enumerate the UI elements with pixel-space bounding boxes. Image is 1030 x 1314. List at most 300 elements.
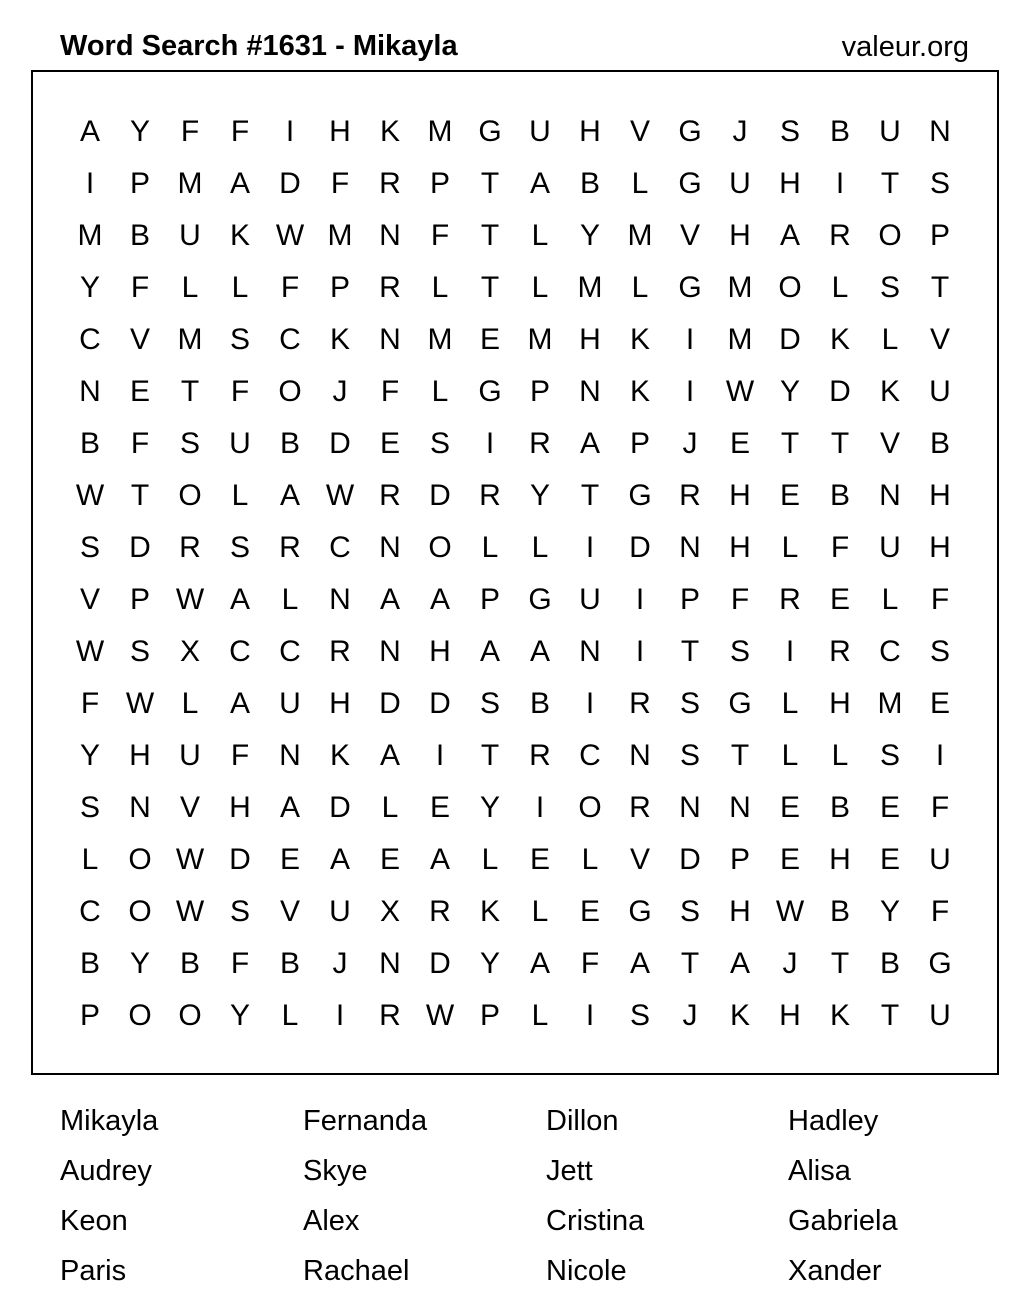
grid-letter: F <box>330 167 350 200</box>
grid-letter: M <box>177 323 203 356</box>
grid-letter: G <box>928 947 952 980</box>
grid-letter: E <box>379 427 400 460</box>
grid-letter: I <box>285 115 295 148</box>
grid-letter: S <box>879 271 900 304</box>
grid-letter: Y <box>479 791 500 824</box>
grid-letter: Y <box>79 271 100 304</box>
grid-letter: U <box>879 531 901 564</box>
grid-letter: Y <box>79 739 100 772</box>
grid-letter: M <box>627 219 653 252</box>
puzzle-title: Word Search #1631 - Mikayla <box>60 30 458 62</box>
grid-letter: Y <box>779 375 800 408</box>
grid-letter: R <box>179 531 201 564</box>
grid-letter: C <box>279 323 301 356</box>
grid-letter: H <box>329 687 351 720</box>
grid-letter: L <box>631 271 649 304</box>
grid-letter: W <box>425 999 455 1032</box>
grid-letter: X <box>379 895 400 928</box>
grid-letter: E <box>429 791 450 824</box>
grid-letter: O <box>278 375 302 408</box>
grid-letter: T <box>130 479 150 512</box>
grid-letter: A <box>329 843 350 876</box>
grid-letter: H <box>779 999 801 1032</box>
grid-letter: J <box>332 375 348 408</box>
grid-letter: A <box>379 583 400 616</box>
grid-letter: L <box>431 375 449 408</box>
grid-letter: S <box>79 531 100 564</box>
grid-letter: K <box>829 999 850 1032</box>
grid-letter: D <box>379 687 401 720</box>
grid-letter: H <box>229 791 251 824</box>
grid-letter: J <box>682 999 698 1032</box>
grid-letter: T <box>830 427 850 460</box>
grid-letter: D <box>429 479 451 512</box>
grid-letter: I <box>635 635 645 668</box>
grid-row <box>65 262 965 314</box>
grid-letter: S <box>429 427 450 460</box>
grid-letter: G <box>728 687 752 720</box>
word-list-item: Hadley <box>788 1105 879 1137</box>
grid-letter: F <box>80 687 100 720</box>
grid-letter: E <box>729 427 750 460</box>
grid-letter: P <box>429 167 450 200</box>
grid-letter: V <box>179 791 200 824</box>
grid-letter: E <box>529 843 550 876</box>
grid-letter: S <box>479 687 500 720</box>
grid-letter: F <box>230 375 250 408</box>
grid-letter: D <box>679 843 701 876</box>
grid-letter: L <box>231 479 249 512</box>
grid-letter: S <box>679 739 700 772</box>
grid-letter: Y <box>479 947 500 980</box>
grid-letter: B <box>279 427 300 460</box>
grid-letter: B <box>929 427 950 460</box>
grid-letter: P <box>679 583 700 616</box>
grid-letter: G <box>678 115 702 148</box>
grid-letter: L <box>181 271 199 304</box>
grid-letter: T <box>580 479 600 512</box>
grid-letter: B <box>279 947 300 980</box>
grid-letter: F <box>830 531 850 564</box>
grid-letter: E <box>479 323 500 356</box>
grid-letter: P <box>479 999 500 1032</box>
grid-letter: N <box>129 791 151 824</box>
grid-letter: I <box>935 739 945 772</box>
grid-row <box>65 730 965 782</box>
grid-letter: N <box>679 531 701 564</box>
grid-letter: T <box>780 427 800 460</box>
grid-letter: C <box>279 635 301 668</box>
grid-letter: T <box>680 635 700 668</box>
grid-letter: D <box>829 375 851 408</box>
grid-letter: N <box>579 375 601 408</box>
grid-letter: B <box>879 947 900 980</box>
grid-letter: D <box>229 843 251 876</box>
grid-letter: W <box>275 219 305 252</box>
grid-letter: E <box>279 843 300 876</box>
grid-letter: B <box>179 947 200 980</box>
grid-letter: E <box>129 375 150 408</box>
grid-letter: N <box>679 791 701 824</box>
grid-letter: U <box>179 739 201 772</box>
grid-letter: R <box>279 531 301 564</box>
grid-letter: K <box>629 323 650 356</box>
grid-letter: U <box>279 687 301 720</box>
grid-letter: L <box>531 895 549 928</box>
grid-letter: A <box>79 115 100 148</box>
grid-letter: S <box>129 635 150 668</box>
site-name: valeur.org <box>841 31 969 63</box>
grid-letter: M <box>77 219 103 252</box>
grid-letter: C <box>879 635 901 668</box>
grid-letter: V <box>129 323 150 356</box>
grid-letter: R <box>329 635 351 668</box>
grid-row <box>65 366 965 418</box>
grid-letter: S <box>629 999 650 1032</box>
grid-letter: C <box>579 739 601 772</box>
grid-letter: R <box>629 687 651 720</box>
grid-letter: R <box>529 739 551 772</box>
grid-letter: A <box>529 947 550 980</box>
grid-letter: E <box>879 843 900 876</box>
grid-letter: B <box>79 427 100 460</box>
grid-letter: S <box>779 115 800 148</box>
grid-letter: H <box>729 219 751 252</box>
grid-letter: A <box>429 583 450 616</box>
grid-letter: M <box>327 219 353 252</box>
grid-letter: Y <box>579 219 600 252</box>
grid-letter: E <box>379 843 400 876</box>
grid-letter: L <box>481 843 499 876</box>
grid-letter: F <box>430 219 450 252</box>
grid-letter: A <box>629 947 650 980</box>
grid-letter: K <box>879 375 900 408</box>
grid-letter: W <box>325 479 355 512</box>
grid-letter: B <box>579 167 600 200</box>
grid-letter: H <box>829 687 851 720</box>
grid-letter: P <box>329 271 350 304</box>
grid-letter: L <box>231 271 249 304</box>
grid-letter: F <box>230 947 250 980</box>
grid-letter: V <box>629 115 650 148</box>
grid-letter: I <box>635 583 645 616</box>
grid-letter: U <box>929 843 951 876</box>
grid-letter: U <box>329 895 351 928</box>
word-list-item: Keon <box>60 1205 128 1237</box>
grid-letter: O <box>178 479 202 512</box>
grid-letter: T <box>730 739 750 772</box>
grid-letter: U <box>929 999 951 1032</box>
grid-letter: R <box>379 167 401 200</box>
grid-letter: K <box>729 999 750 1032</box>
grid-letter: B <box>829 479 850 512</box>
grid-letter: L <box>581 843 599 876</box>
grid-letter: L <box>531 271 549 304</box>
grid-row <box>65 106 965 158</box>
grid-letter: L <box>381 791 399 824</box>
grid-letter: N <box>379 323 401 356</box>
grid-letter: U <box>729 167 751 200</box>
grid-letter: L <box>281 999 299 1032</box>
grid-letter: L <box>831 271 849 304</box>
grid-letter: R <box>529 427 551 460</box>
grid-row <box>65 158 965 210</box>
grid-letter: Y <box>879 895 900 928</box>
grid-letter: L <box>781 687 799 720</box>
grid-letter: I <box>585 999 595 1032</box>
grid-letter: L <box>881 323 899 356</box>
grid-letter: H <box>579 323 601 356</box>
grid-letter: S <box>679 687 700 720</box>
letter-grid-frame <box>31 70 999 1075</box>
grid-letter: W <box>775 895 805 928</box>
grid-letter: R <box>379 479 401 512</box>
grid-letter: K <box>479 895 500 928</box>
letter-grid <box>65 106 965 1042</box>
grid-letter: F <box>380 375 400 408</box>
grid-letter: N <box>379 219 401 252</box>
grid-letter: R <box>629 791 651 824</box>
grid-letter: B <box>79 947 100 980</box>
grid-letter: T <box>880 167 900 200</box>
grid-letter: N <box>279 739 301 772</box>
grid-letter: U <box>529 115 551 148</box>
grid-letter: A <box>779 219 800 252</box>
grid-letter: S <box>79 791 100 824</box>
grid-letter: M <box>427 115 453 148</box>
grid-letter: R <box>479 479 501 512</box>
grid-letter: N <box>579 635 601 668</box>
word-list-item: Rachael <box>303 1255 410 1287</box>
word-list-item: Alex <box>303 1205 360 1237</box>
grid-letter: N <box>729 791 751 824</box>
grid-letter: E <box>879 791 900 824</box>
grid-letter: H <box>929 479 951 512</box>
grid-letter: N <box>929 115 951 148</box>
grid-letter: P <box>79 999 100 1032</box>
grid-letter: O <box>128 895 152 928</box>
grid-letter: S <box>929 635 950 668</box>
grid-letter: R <box>379 999 401 1032</box>
grid-letter: V <box>279 895 300 928</box>
grid-letter: O <box>178 999 202 1032</box>
grid-letter: L <box>431 271 449 304</box>
grid-letter: B <box>829 115 850 148</box>
grid-letter: E <box>579 895 600 928</box>
grid-letter: N <box>379 531 401 564</box>
grid-letter: F <box>230 115 250 148</box>
grid-letter: P <box>729 843 750 876</box>
grid-letter: J <box>332 947 348 980</box>
grid-letter: D <box>129 531 151 564</box>
grid-letter: A <box>729 947 750 980</box>
grid-letter: L <box>781 739 799 772</box>
grid-letter: H <box>129 739 151 772</box>
grid-letter: S <box>229 323 250 356</box>
grid-letter: P <box>929 219 950 252</box>
grid-letter: S <box>929 167 950 200</box>
word-list-item: Audrey <box>60 1155 152 1187</box>
grid-letter: W <box>725 375 755 408</box>
grid-letter: W <box>175 895 205 928</box>
grid-letter: T <box>830 947 850 980</box>
grid-letter: U <box>929 375 951 408</box>
grid-letter: S <box>179 427 200 460</box>
grid-letter: N <box>79 375 101 408</box>
grid-letter: C <box>229 635 251 668</box>
grid-letter: D <box>429 687 451 720</box>
grid-letter: O <box>128 843 152 876</box>
grid-letter: F <box>580 947 600 980</box>
grid-letter: J <box>682 427 698 460</box>
grid-letter: W <box>175 843 205 876</box>
grid-letter: V <box>929 323 950 356</box>
grid-letter: F <box>230 739 250 772</box>
grid-letter: D <box>279 167 301 200</box>
grid-letter: H <box>429 635 451 668</box>
grid-letter: F <box>180 115 200 148</box>
grid-row <box>65 418 965 470</box>
grid-letter: N <box>379 947 401 980</box>
grid-letter: I <box>585 687 595 720</box>
grid-letter: N <box>879 479 901 512</box>
grid-letter: L <box>881 583 899 616</box>
grid-letter: B <box>829 791 850 824</box>
word-list-item: Paris <box>60 1255 127 1287</box>
grid-letter: L <box>631 167 649 200</box>
grid-letter: H <box>729 479 751 512</box>
grid-letter: M <box>527 323 553 356</box>
grid-letter: P <box>479 583 500 616</box>
grid-letter: W <box>75 635 105 668</box>
grid-letter: X <box>179 635 200 668</box>
grid-letter: O <box>578 791 602 824</box>
grid-letter: E <box>779 843 800 876</box>
grid-letter: N <box>329 583 351 616</box>
grid-row <box>65 574 965 626</box>
grid-letter: A <box>229 687 250 720</box>
grid-letter: A <box>579 427 600 460</box>
grid-letter: T <box>930 271 950 304</box>
grid-letter: S <box>229 895 250 928</box>
grid-letter: L <box>81 843 99 876</box>
grid-letter: K <box>329 739 350 772</box>
grid-letter: V <box>79 583 100 616</box>
grid-letter: V <box>629 843 650 876</box>
grid-letter: E <box>779 791 800 824</box>
grid-letter: I <box>685 375 695 408</box>
grid-letter: U <box>579 583 601 616</box>
grid-letter: K <box>829 323 850 356</box>
word-list-item: Dillon <box>546 1105 619 1137</box>
grid-letter: C <box>79 323 101 356</box>
grid-row <box>65 314 965 366</box>
grid-letter: A <box>279 791 300 824</box>
grid-letter: B <box>829 895 850 928</box>
grid-letter: A <box>379 739 400 772</box>
grid-letter: R <box>379 271 401 304</box>
grid-letter: R <box>779 583 801 616</box>
grid-letter: H <box>829 843 851 876</box>
grid-letter: G <box>478 375 502 408</box>
grid-letter: F <box>930 895 950 928</box>
grid-letter: L <box>531 999 549 1032</box>
grid-letter: H <box>779 167 801 200</box>
grid-letter: A <box>229 167 250 200</box>
grid-letter: V <box>679 219 700 252</box>
grid-letter: O <box>878 219 902 252</box>
grid-letter: L <box>181 687 199 720</box>
grid-letter: F <box>930 791 950 824</box>
grid-letter: G <box>678 271 702 304</box>
grid-letter: I <box>535 791 545 824</box>
grid-letter: F <box>130 427 150 460</box>
grid-letter: J <box>732 115 748 148</box>
word-list-item: Cristina <box>546 1205 645 1237</box>
grid-letter: I <box>485 427 495 460</box>
grid-letter: T <box>680 947 700 980</box>
grid-letter: W <box>75 479 105 512</box>
grid-letter: W <box>125 687 155 720</box>
grid-letter: T <box>180 375 200 408</box>
grid-letter: M <box>727 323 753 356</box>
grid-letter: S <box>879 739 900 772</box>
grid-letter: Y <box>229 999 250 1032</box>
grid-letter: H <box>579 115 601 148</box>
grid-letter: J <box>782 947 798 980</box>
grid-letter: L <box>831 739 849 772</box>
grid-letter: D <box>779 323 801 356</box>
grid-letter: I <box>835 167 845 200</box>
grid-letter: L <box>781 531 799 564</box>
grid-letter: U <box>879 115 901 148</box>
grid-letter: G <box>628 895 652 928</box>
grid-letter: D <box>429 947 451 980</box>
grid-letter: G <box>528 583 552 616</box>
grid-letter: M <box>177 167 203 200</box>
grid-letter: T <box>480 271 500 304</box>
grid-row <box>65 834 965 886</box>
word-list-item: Skye <box>303 1155 368 1187</box>
grid-letter: R <box>679 479 701 512</box>
grid-row <box>65 626 965 678</box>
grid-row <box>65 470 965 522</box>
grid-letter: F <box>130 271 150 304</box>
grid-letter: D <box>329 427 351 460</box>
grid-letter: E <box>829 583 850 616</box>
grid-letter: G <box>678 167 702 200</box>
grid-letter: T <box>880 999 900 1032</box>
grid-letter: A <box>279 479 300 512</box>
grid-letter: L <box>531 531 549 564</box>
grid-letter: M <box>577 271 603 304</box>
grid-letter: N <box>629 739 651 772</box>
grid-letter: I <box>685 323 695 356</box>
word-list-item: Alisa <box>788 1155 851 1187</box>
grid-letter: R <box>429 895 451 928</box>
grid-letter: A <box>429 843 450 876</box>
grid-letter: M <box>877 687 903 720</box>
grid-letter: F <box>280 271 300 304</box>
grid-letter: P <box>529 375 550 408</box>
word-list-item: Fernanda <box>303 1105 428 1137</box>
grid-letter: K <box>629 375 650 408</box>
grid-row <box>65 522 965 574</box>
grid-letter: Y <box>129 115 150 148</box>
grid-row <box>65 938 965 990</box>
grid-letter: U <box>179 219 201 252</box>
grid-row <box>65 782 965 834</box>
